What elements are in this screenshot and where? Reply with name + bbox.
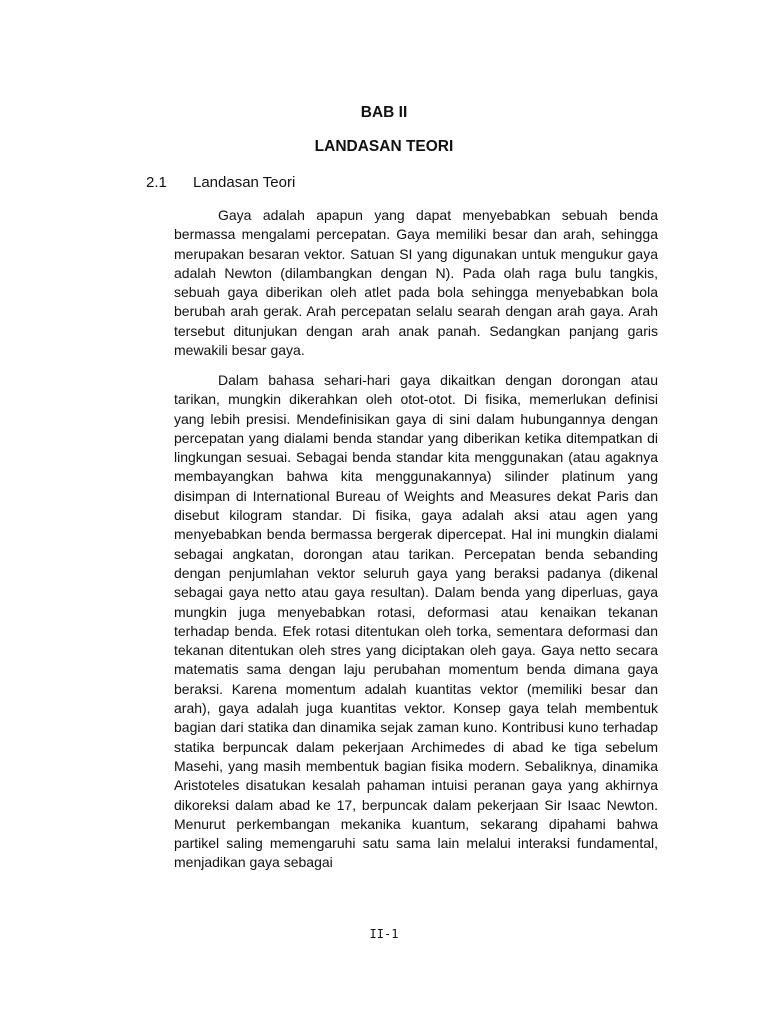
chapter-heading: BAB II (360, 104, 408, 121)
paragraph-2: Dalam bahasa sehari-hari gaya dikaitkan dengan dorongan atau tarikan, mungkin dikerahkan oleh otot-otot. Di fisika, memerlukan definisi yang lebih presisi. Mendefinisikan gaya di sini dalam hubungannya dengan percepatan yang dialami benda standar yang diberikan ketika ditempatkan di lingkungan sesuai. Sebagai benda standar kita menggunakan (atau agaknya membayangkan bahwa kita menggunakannya) silinder platinum yang disimpan di International Bureau of Weights and Measures dekat Paris dan disebut kilogram standar. Di fisika, gaya adalah aksi atau agen yang menyebabkan benda bermassa bergerak dipercepat. Hal ini mungkin dialami sebagai angkatan, dorongan atau tarikan. Percepatan benda sebanding dengan penjumlahan vektor seluruh gaya yang beraksi padanya (dikenal sebagai gaya netto atau gaya resultan). Dalam benda yang diperluas, gaya mungkin juga menyebabkan rotasi, deformasi atau kenaikan tekanan terhadap benda. Efek rotasi ditentukan oleh torka, sementara deformasi dan tekanan ditentukan oleh stres yang diciptakan oleh gaya. Gaya netto secara matematis sama dengan laju perubahan momentum benda dimana gaya beraksi. Karena momentum adalah kuantitas vektor (memiliki besar dan arah), gaya adalah juga kuantitas vektor. Konsep gaya telah membentuk bagian dari statika dan dinamika sejak zaman kuno. Kontribusi kuno terhadap statika berpuncak dalam pekerjaan Archimedes di abad ke tiga sebelum Masehi, yang masih membentuk bagian fisika modern. Sebaliknya, dinamika Aristoteles disatukan kesalah pahaman intuisi peranan gaya yang akhirnya dikoreksi dalam abad ke 17, berpuncak dalam pekerjaan Sir Isaac Newton. Menurut perkembangan mekanika kuantum, sekarang dipahami bahwa partikel saling memengaruhi satu sama lain melalui interaksi fundamental, menjadikan gaya sebagai (174, 372, 658, 871)
section-heading (146, 174, 295, 191)
page-number: II-1 (369, 927, 399, 941)
chapter-title: LANDASAN TEORI (314, 138, 454, 155)
section-title: Landasan Teori (193, 174, 296, 191)
paragraph-1: Gaya adalah apapun yang dapat menyebabkan sebuah benda bermassa mengalami percepatan. Gaya memiliki besar dan arah, sehingga merupakan besaran vektor. Satuan SI yang digunakan untuk mengukur gaya adalah Newton (dilambangkan dengan N). Pada olah raga bulu tangkis, sebuah gaya diberikan oleh atlet pada bola sehingga menyebabkan bola berubah arah gerak. Arah percepatan selalu searah dengan arah gaya. Arah tersebut ditunjukan dengan arah anak panah. Sedangkan panjang garis mewakili besar gaya. (174, 207, 658, 359)
section-number: 2.1 (146, 174, 167, 191)
